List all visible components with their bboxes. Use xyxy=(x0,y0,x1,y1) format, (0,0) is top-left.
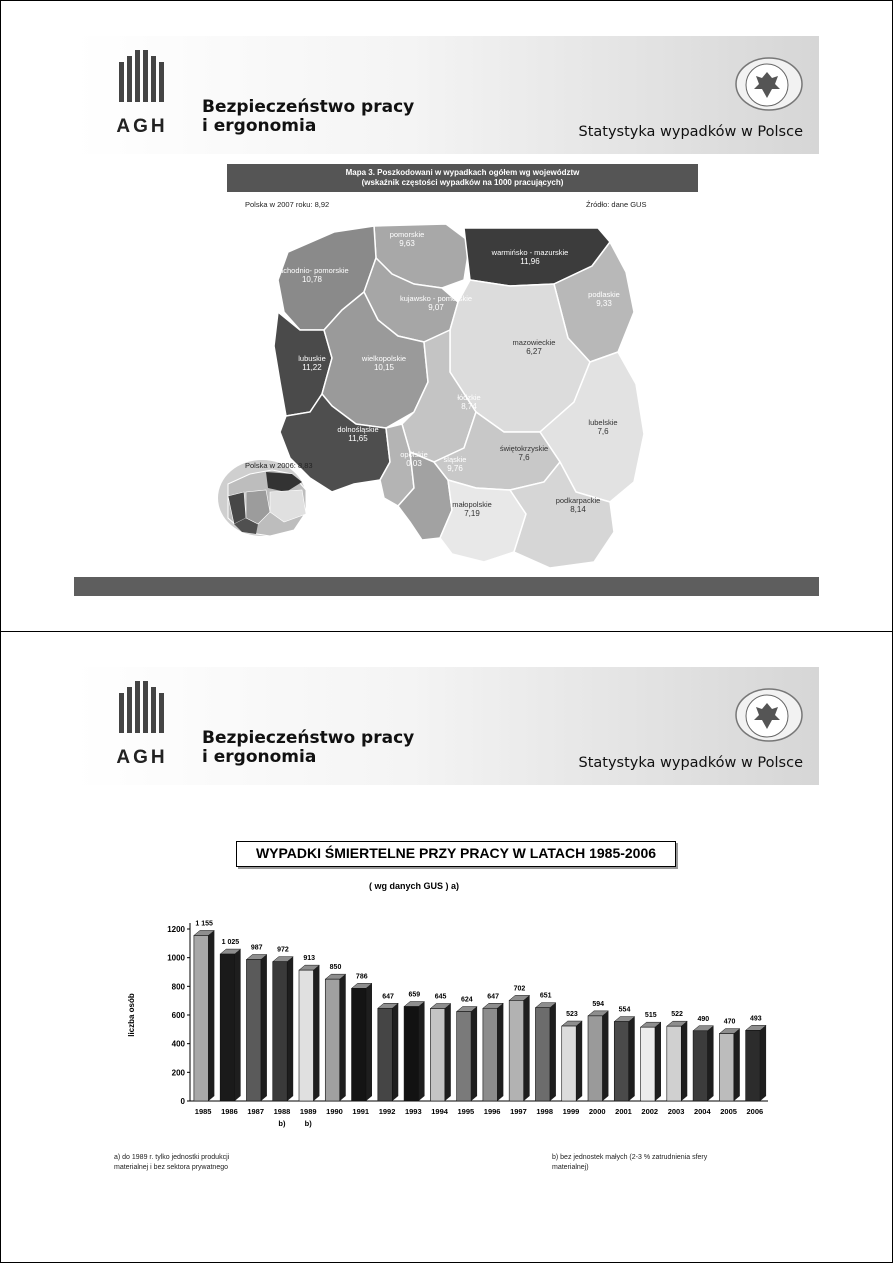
y-tick-label: 1000 xyxy=(167,953,185,963)
bar-side-1994 xyxy=(445,1004,451,1101)
value-label-1996: 647 xyxy=(487,993,499,1001)
x-tick-label-2005: 2005 xyxy=(720,1107,737,1116)
region-label-lubelskie: lubelskie 7,6 xyxy=(588,418,618,436)
course-title xyxy=(202,98,414,136)
region-label-podlaskie: podlaskie 9,33 xyxy=(588,290,620,308)
bar-1995 xyxy=(457,1012,471,1101)
bar-1999 xyxy=(562,1026,576,1101)
value-label-1995: 624 xyxy=(461,996,473,1004)
value-label-1994: 645 xyxy=(434,993,447,1001)
bar-1997 xyxy=(509,1000,523,1101)
course-title xyxy=(202,729,414,767)
inset-map-2006 xyxy=(218,460,306,536)
region-label-lubuskie: lubuskie 11,22 xyxy=(298,354,326,372)
bar-side-1991 xyxy=(366,983,372,1101)
value-label-1985: 1 155 xyxy=(195,920,213,928)
y-tick-label: 200 xyxy=(171,1068,185,1078)
x-tick-label-2006: 2006 xyxy=(746,1107,764,1116)
bar-side-1985 xyxy=(208,930,214,1101)
x-tick-label-1994: 1994 xyxy=(431,1107,448,1116)
region-label-dolnoslaskie: dolnośląskie 11,65 xyxy=(337,425,379,443)
x-tick-label-1986: 1986 xyxy=(221,1107,238,1116)
value-label-1998: 651 xyxy=(539,992,552,1000)
bar-1990 xyxy=(325,979,339,1101)
bar-side-2002 xyxy=(655,1022,661,1101)
x-tick-label-1993: 1993 xyxy=(404,1107,422,1116)
bar-side-1989 xyxy=(313,965,319,1101)
slide-divider xyxy=(0,631,893,632)
x-tick-label-2001: 2001 xyxy=(615,1107,632,1116)
x-tick-label-2002: 2002 xyxy=(641,1107,659,1116)
bar-2004 xyxy=(693,1031,707,1101)
bar-2002 xyxy=(641,1027,655,1101)
region-label-slaskie: śląskie 9,76 xyxy=(443,455,467,473)
x-tick-label-1990: 1990 xyxy=(326,1107,343,1116)
x-tick-label-1999: 1999 xyxy=(562,1107,580,1116)
y-tick-label: 400 xyxy=(171,1039,185,1049)
bar-side-2004 xyxy=(708,1026,714,1101)
region-label-pomorskie: pomorskie 9,63 xyxy=(389,230,425,248)
map-title-line1: Mapa 3. Poszkodowani w wypadkach ogółem wg województw xyxy=(345,168,580,177)
bar-1986 xyxy=(220,954,234,1101)
value-label-2005: 470 xyxy=(723,1018,736,1026)
agh-logo xyxy=(116,679,170,771)
course-title-line2: i ergonomia xyxy=(202,116,317,136)
agh-logo xyxy=(116,48,170,140)
x-note-1989: b) xyxy=(304,1119,312,1128)
bar-side-2000 xyxy=(602,1011,608,1101)
value-label-1997: 702 xyxy=(513,985,526,993)
x-tick-label-1992: 1992 xyxy=(378,1107,396,1116)
x-tick-label-2000: 2000 xyxy=(588,1107,606,1116)
bar-side-1998 xyxy=(550,1003,556,1101)
bar-2001 xyxy=(614,1022,628,1101)
map-title xyxy=(227,164,698,192)
footnote-a: a) do 1989 r. tylko jednostki produkcji materialnej i bez sektora prywatnego xyxy=(114,1154,230,1171)
value-label-2003: 522 xyxy=(671,1011,683,1019)
region-label-malopolskie: małopolskie 7,19 xyxy=(452,500,492,518)
x-tick-label-1998: 1998 xyxy=(536,1107,554,1116)
agh-logo-text: AGH xyxy=(116,747,168,768)
region-label-mazowieckie: mazowieckie 6,27 xyxy=(512,338,556,356)
x-tick-label-1991: 1991 xyxy=(352,1107,370,1116)
map-title-line2: (wskaźnik częstości wypadków na 1000 pracujących) xyxy=(361,178,564,187)
y-tick-label: 800 xyxy=(171,982,185,992)
section-title: Statystyka wypadków w Polsce xyxy=(578,124,803,140)
bar-side-1992 xyxy=(392,1003,398,1101)
course-title-line1: Bezpieczeństwo pracy xyxy=(202,97,415,117)
region-label-lodzkie: łódzkie 8,74 xyxy=(457,393,481,411)
y-tick-label: 1200 xyxy=(167,925,185,934)
region-label-warminsko-mazurskie: warmińsko - mazurskie 11,96 xyxy=(491,248,569,266)
poland-2007-note: Polska w 2007 roku: 8,92 xyxy=(245,200,330,209)
x-tick-label-2003: 2003 xyxy=(667,1107,685,1116)
x-note-1988: b) xyxy=(278,1119,286,1128)
x-tick-label-1995: 1995 xyxy=(457,1107,475,1116)
bar-side-1997 xyxy=(524,995,530,1101)
value-label-2006: 493 xyxy=(750,1015,762,1023)
slide-2 xyxy=(74,667,819,1227)
bar-side-2003 xyxy=(681,1021,687,1101)
y-axis-label: liczba osób xyxy=(127,993,136,1037)
value-label-1993: 659 xyxy=(408,991,421,999)
course-title-line2: i ergonomia xyxy=(202,747,317,767)
bar-side-1986 xyxy=(235,949,241,1101)
value-label-1989: 913 xyxy=(303,955,316,963)
bar-1994 xyxy=(430,1009,444,1101)
x-tick-label-1987: 1987 xyxy=(247,1107,265,1116)
bar-2000 xyxy=(588,1016,602,1101)
value-label-1987: 987 xyxy=(250,944,263,952)
bar-1991 xyxy=(352,988,366,1101)
value-label-2001: 554 xyxy=(618,1006,631,1014)
bar-side-1990 xyxy=(340,974,346,1101)
value-label-2004: 490 xyxy=(697,1015,710,1023)
x-tick-label-2004: 2004 xyxy=(693,1107,711,1116)
bar-2003 xyxy=(667,1026,681,1101)
bar-2005 xyxy=(719,1034,733,1101)
region-label-opolskie: opolskie 0,03 xyxy=(400,450,428,468)
bar-side-1987 xyxy=(261,955,267,1101)
chart-title: WYPADKI ŚMIERTELNE PRZY PRACY W LATACH 1985-2006 xyxy=(236,841,676,867)
bar-side-1993 xyxy=(419,1002,425,1101)
bar-1996 xyxy=(483,1008,497,1101)
slide-1 xyxy=(74,36,819,596)
value-label-2000: 594 xyxy=(592,1000,605,1008)
slide-header xyxy=(74,36,819,154)
poland-map xyxy=(214,162,674,574)
bar-1993 xyxy=(404,1007,418,1101)
bar-2006 xyxy=(746,1030,760,1101)
bar-1998 xyxy=(535,1008,549,1101)
x-tick-label-1989: 1989 xyxy=(299,1107,317,1116)
slide-header xyxy=(74,667,819,785)
footnote-b: b) bez jednostek małych (2-3 % zatrudnienia sfery materialnej) xyxy=(552,1154,708,1171)
region-label-kujawsko-pomorskie: kujawsko - pomorskie 9,07 xyxy=(399,294,473,312)
bar-side-2005 xyxy=(734,1029,740,1101)
value-label-1991: 786 xyxy=(355,973,368,981)
source-note: Źródło: dane GUS xyxy=(586,200,647,209)
faculty-seal-icon xyxy=(734,687,804,743)
bar-1985 xyxy=(194,935,208,1101)
region-label-zachodniopomorskie: zachodnio- pomorskie 10,78 xyxy=(275,266,349,284)
value-label-1992: 647 xyxy=(382,993,394,1001)
value-label-1986: 1 025 xyxy=(221,939,240,947)
x-tick-label-1985: 1985 xyxy=(194,1107,212,1116)
course-title-line1: Bezpieczeństwo pracy xyxy=(202,728,415,748)
value-label-1990: 850 xyxy=(329,964,342,972)
agh-logo-text: AGH xyxy=(116,116,168,137)
region-label-wielkopolskie: wielkopolskie 10,15 xyxy=(361,354,407,372)
bar-side-1988 xyxy=(287,957,293,1101)
x-tick-label-1996: 1996 xyxy=(483,1107,501,1116)
bar-side-2006 xyxy=(760,1025,766,1101)
region-label-podkarpackie: podkarpackie 8,14 xyxy=(555,496,601,514)
x-tick-label-1997: 1997 xyxy=(510,1107,527,1116)
fatal-accidents-bar-chart xyxy=(118,903,778,1139)
bar-1989 xyxy=(299,970,313,1101)
bar-side-1999 xyxy=(576,1021,582,1101)
faculty-seal-icon xyxy=(734,56,804,112)
bar-side-1995 xyxy=(471,1007,477,1101)
bar-side-2001 xyxy=(629,1017,635,1101)
poland-2006-note: Polska w 2006: 8,83 xyxy=(245,461,313,470)
y-tick-label: 600 xyxy=(171,1011,185,1020)
bar-1987 xyxy=(246,960,260,1101)
region-label-swietokrzyskie: świętokrzyskie 7,6 xyxy=(499,444,549,462)
bar-side-1996 xyxy=(497,1003,503,1101)
value-label-2002: 515 xyxy=(644,1012,657,1020)
y-tick-label: 0 xyxy=(180,1097,185,1106)
section-title: Statystyka wypadków w Polsce xyxy=(578,755,803,771)
value-label-1988: 972 xyxy=(277,946,289,954)
bar-1992 xyxy=(378,1008,392,1101)
value-label-1999: 523 xyxy=(566,1011,578,1019)
slide-footer-bar xyxy=(74,577,819,596)
x-tick-label-1988: 1988 xyxy=(273,1107,291,1116)
bar-1988 xyxy=(273,962,287,1101)
chart-subtitle: ( wg danych GUS ) a) xyxy=(369,881,460,891)
